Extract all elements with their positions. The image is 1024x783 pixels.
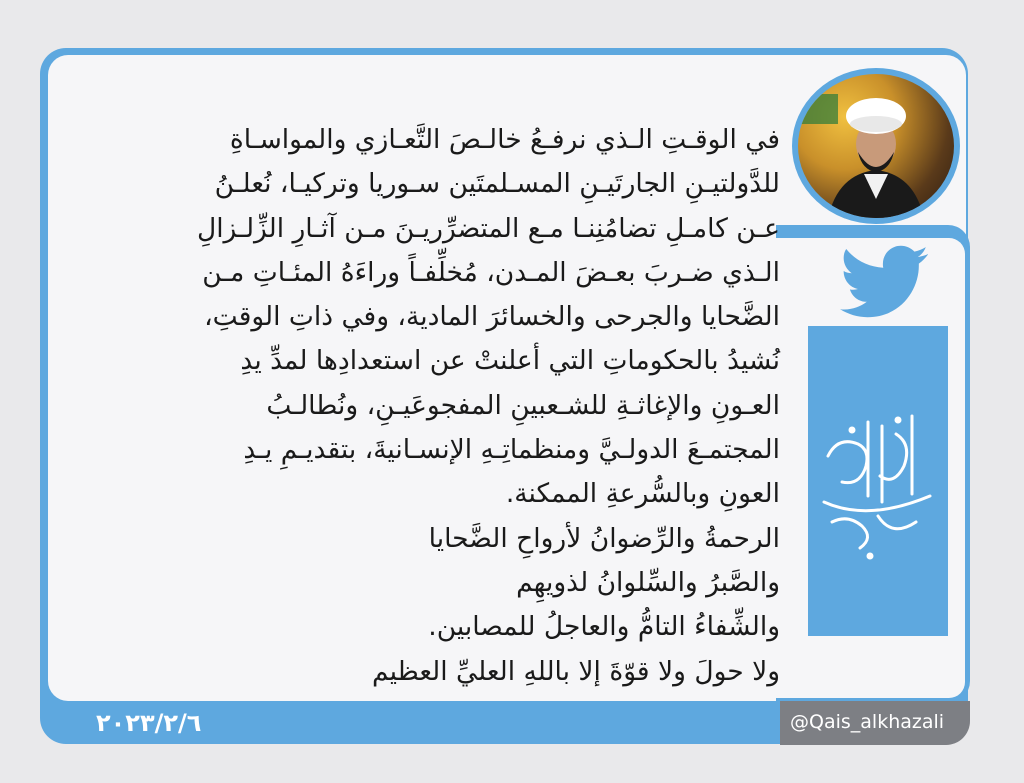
- post-date: ٢٠٢٣/٢/٦: [96, 709, 202, 737]
- post-line: الرحمةُ والرِّضوانُ لأرواحِ الضَّحايا: [428, 522, 780, 554]
- post-line: المجتمـعَ الدولـيَّ ومنظماتِـهِ الإنسـانيةَ، بتقديـمِ يـدِ: [243, 434, 780, 466]
- post-line: نُشيدُ بالحكوماتِ التي أعلنتْ عن استعدادِها لمدِّ يدِ: [240, 345, 780, 377]
- post-line: العـونِ والإغاثـةِ للشـعبينِ المفجوعَيـنِ، ونُطالـبُ: [266, 389, 780, 421]
- post-line: والشِّفاءُ التامُّ والعاجلُ للمصابين.: [428, 611, 780, 643]
- account-handle[interactable]: @Qais_alkhazali: [790, 711, 945, 733]
- signature-calligraphy: [808, 326, 948, 636]
- post-line: عـن كامـلِ تضامُنِنـا مـع المتضرِّريـنَ مـن آثـارِ الزِّلـزالِ: [196, 212, 780, 244]
- signature-panel: [808, 326, 948, 636]
- post-line: ولا حولَ ولا قوّةَ إلا باللهِ العليِّ العظيم: [371, 655, 780, 687]
- post-line: في الوقـتِ الـذي نرفـعُ خالـصَ التَّعـازي والمواسـاةِ: [229, 124, 780, 155]
- post-line: الضَّحايا والجرحى والخسائرَ المادية، وفي ذاتِ الوقتِ،: [204, 301, 780, 333]
- post-body: [70, 118, 780, 694]
- avatar-figure: [798, 74, 954, 218]
- post-line: والصَّبرُ والسِّلوانُ لذويهِم: [516, 566, 780, 598]
- post-line: الـذي ضـربَ بعـضَ المـدن، مُخلِّفـاً وراءَهُ المئـاتِ مـن: [202, 256, 780, 288]
- post-line: للدَّولتيـنِ الجارتَيـنِ المسـلمتَين سـوريا وتركيـا، نُعلـنُ: [214, 168, 780, 200]
- profile-avatar[interactable]: [792, 68, 960, 224]
- avatar-photo: [798, 74, 954, 218]
- twitter-bird-icon[interactable]: [840, 244, 928, 320]
- post-line: العونِ وبالسُّرعةِ الممكنة.: [505, 478, 780, 510]
